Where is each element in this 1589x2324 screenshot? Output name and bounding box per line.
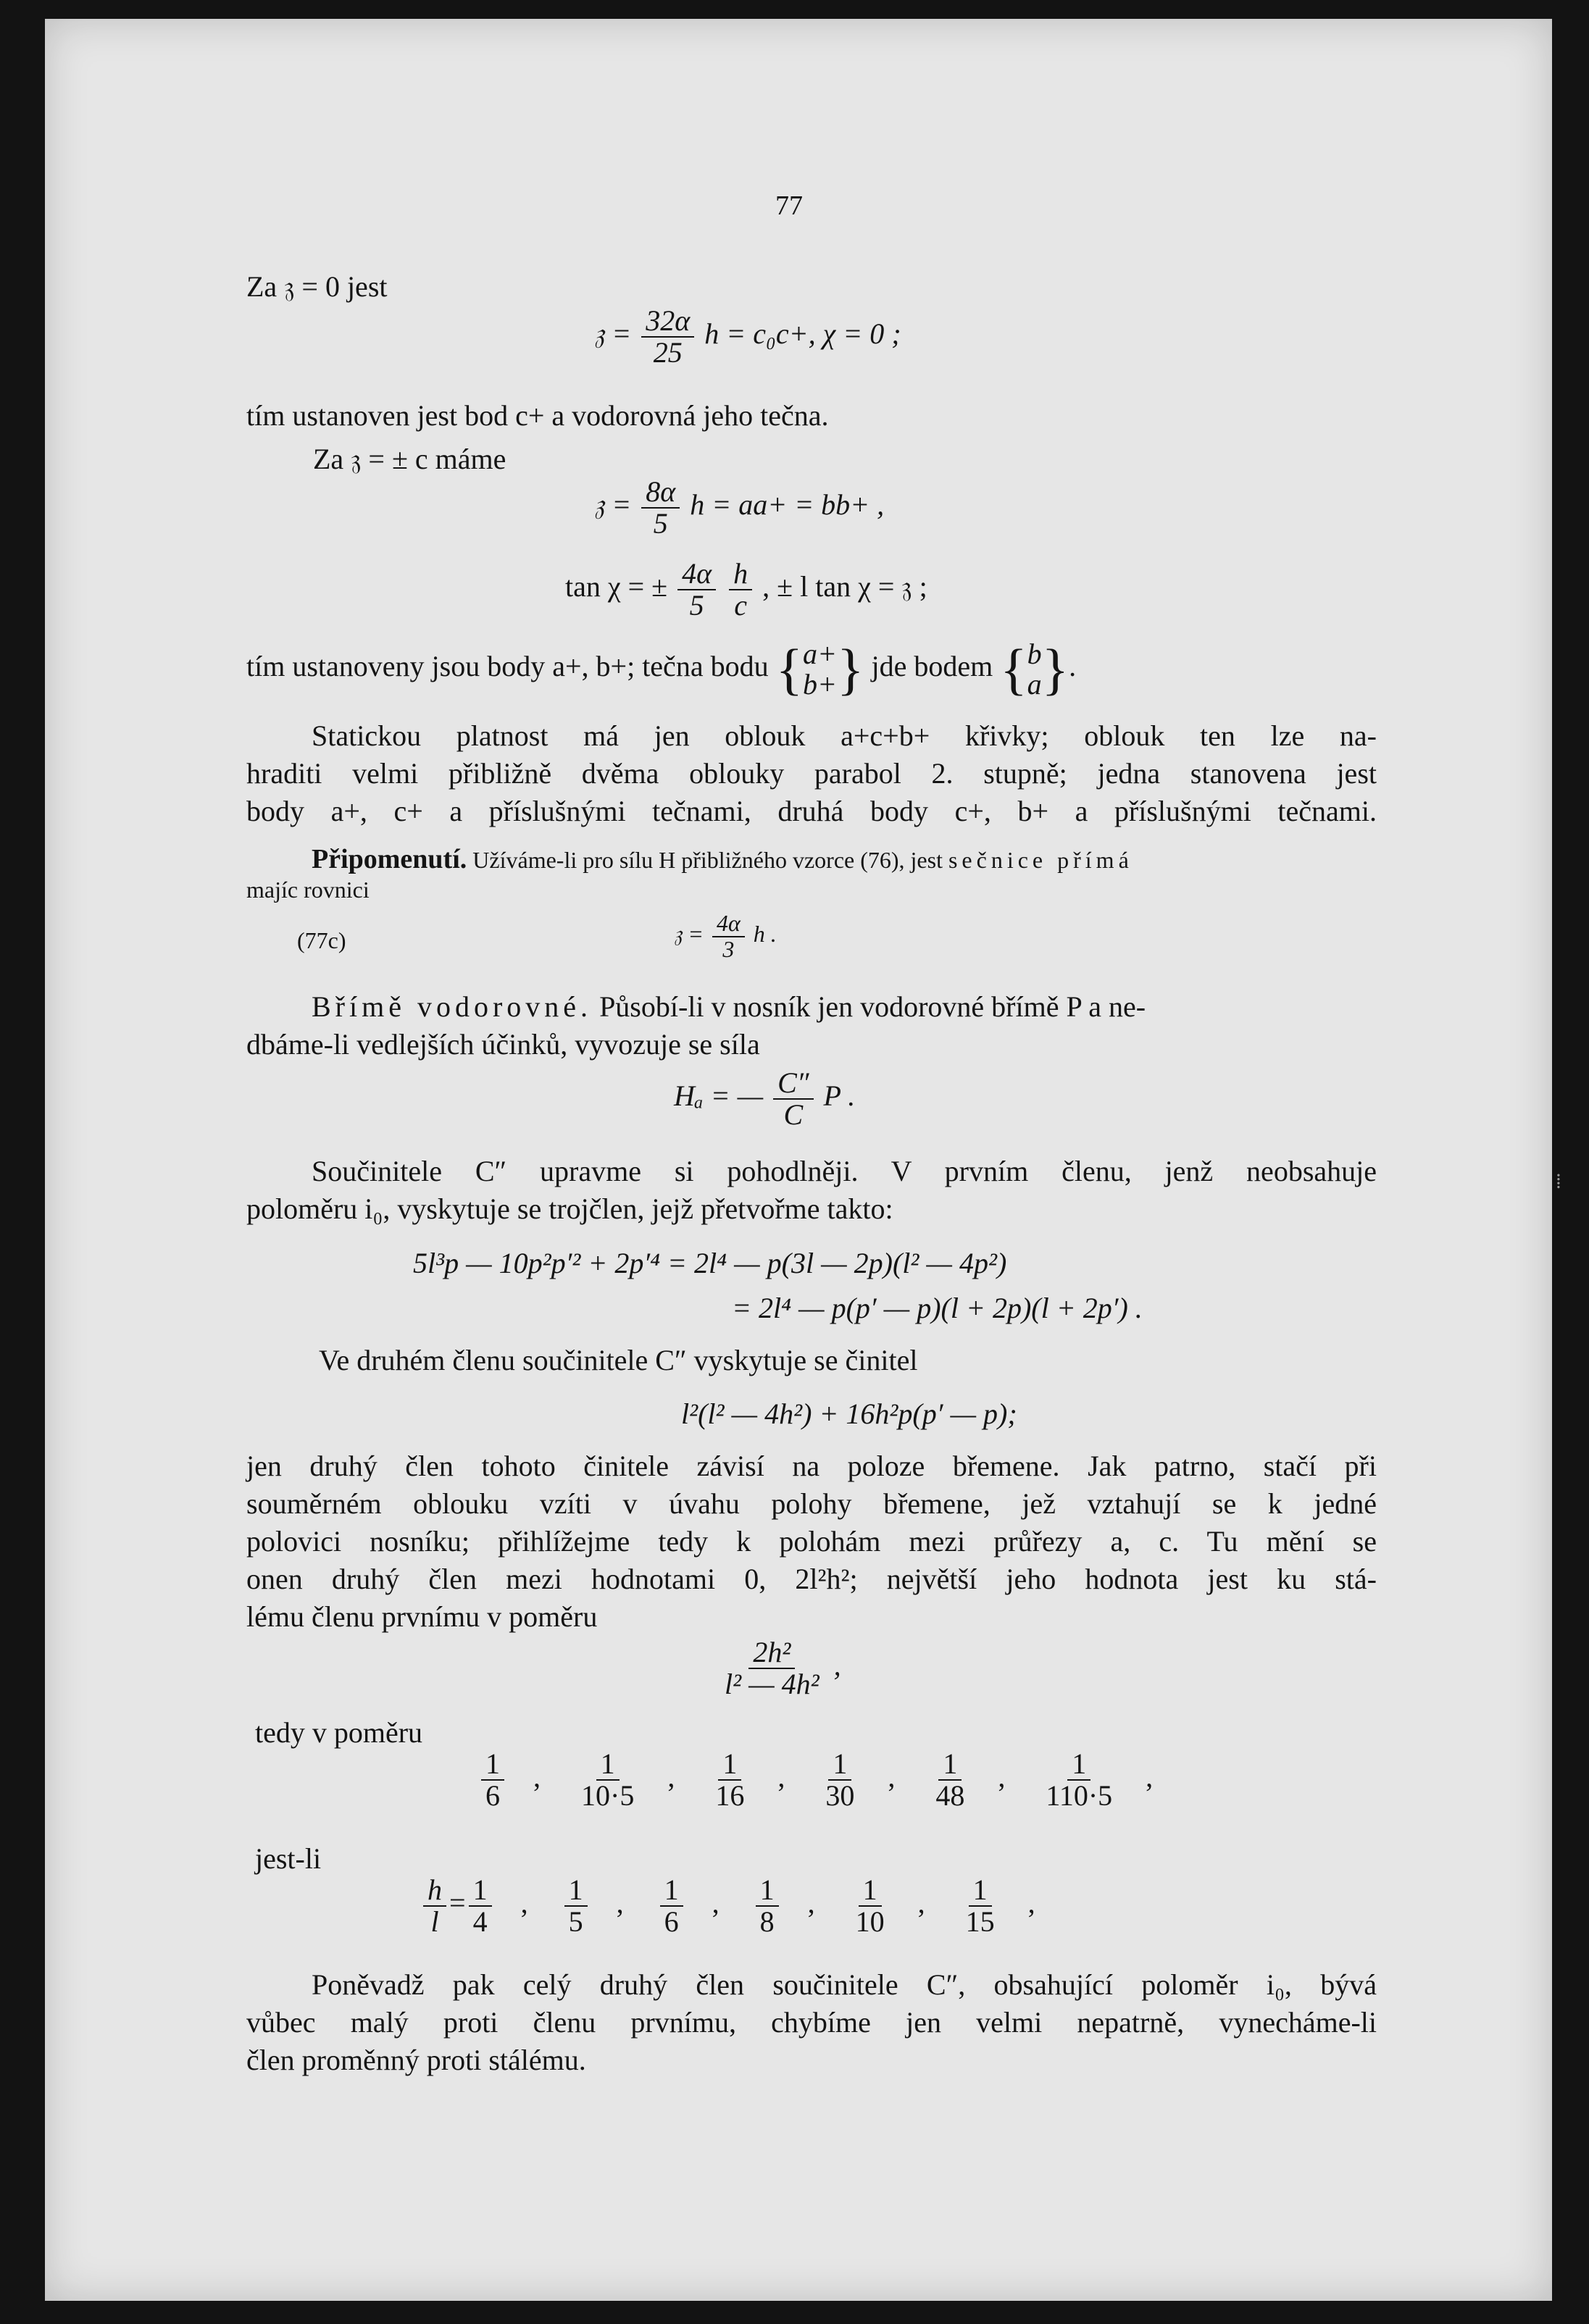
paragraph-line: souměrném oblouku vzíti v úvahu polohy břemene, jež vztahují se k jedné <box>246 1487 1377 1520</box>
numerator: h <box>729 559 752 590</box>
denominator: l² — 4h² <box>725 1668 819 1700</box>
ratio-fraction <box>577 1749 638 1811</box>
denominator: 25 <box>653 336 683 369</box>
note-spaced: sečnice přímá <box>948 847 1133 873</box>
text: tím ustanoveny jsou body a+, b+; tečna bodu <box>246 650 769 683</box>
fraction <box>641 306 694 368</box>
equation-1 <box>594 306 901 368</box>
eq-rest: P . <box>823 1079 856 1113</box>
paragraph-line: tedy v poměru <box>255 1716 423 1749</box>
denominator: 48 <box>935 1779 965 1812</box>
numerator: 32α <box>641 306 694 338</box>
brace-right: } <box>1041 638 1069 701</box>
eq-rest: , <box>833 1649 841 1682</box>
value-fraction <box>756 1875 779 1937</box>
numerator: 1 <box>938 1749 962 1781</box>
paragraph-line: vůbec malý proti členu prvnímu, chybíme jen velmi nepatrně, vynecháme-li <box>246 2006 1377 2039</box>
ratio-fraction <box>711 1749 748 1811</box>
eq-lhs: Hₐ = — <box>674 1079 764 1113</box>
hl-row: $\frac{h}{l}$ = $\frac{1}{4}$ , $\frac{1}{5}$ , $\frac{1}{6}$ , $\frac{1}{8}$ , $\frac{1}{10}$ , $\frac{1}{15}$ , <box>420 1875 1035 1937</box>
denominator: 30 <box>825 1779 855 1812</box>
numerator: 1 <box>481 1749 504 1781</box>
section-title: Břímě vodorovné. <box>312 990 593 1023</box>
text: Působí-li v nosník jen vodorovné břímě P a ne- <box>599 990 1146 1023</box>
note-line <box>312 843 1133 876</box>
numerator: 1 <box>1067 1749 1090 1781</box>
denominator: 10·5 <box>581 1779 635 1812</box>
equation-2 <box>594 477 884 539</box>
denominator: 3 <box>722 935 735 962</box>
eq-lhs: 𝔷 = <box>594 488 632 522</box>
paragraph-line: Ve druhém členu součinitele C″ vyskytuje se činitel <box>319 1344 918 1376</box>
paragraph-line: Statickou platnost má jen oblouk a+c+b+ křivky; oblouk ten lze na- <box>312 719 1377 752</box>
brace-left: { <box>775 638 804 701</box>
denominator: 5 <box>689 589 704 622</box>
brace-left: { <box>1000 638 1027 701</box>
ratio-fraction <box>481 1749 504 1811</box>
value-fraction <box>660 1875 683 1937</box>
denominator: 8 <box>759 1905 775 1938</box>
denominator: 6 <box>485 1779 500 1812</box>
brace-right: } <box>837 638 864 701</box>
note-text: Užíváme-li pro sílu H přibližného vzorce (76), jest <box>472 847 943 873</box>
denominator: 5 <box>568 1905 583 1938</box>
denominator: l <box>430 1905 439 1938</box>
ratio-fraction <box>821 1749 859 1811</box>
equation-5a: 5l³p — 10p²p′² + 2p′⁴ = 2l⁴ — p(3l — 2p)(l² — 4p²) <box>413 1247 1007 1279</box>
page-number: 77 <box>775 191 803 221</box>
equation-77c <box>674 911 777 961</box>
value-fraction <box>851 1875 889 1937</box>
stack-bottom: b+ <box>803 668 838 701</box>
numerator: 4α <box>712 911 745 937</box>
numerator: C″ <box>773 1068 813 1100</box>
text: jde bodem <box>871 650 993 683</box>
eq-rest: h = aa+ = bb+ , <box>690 488 885 522</box>
paragraph-line <box>312 988 1146 1026</box>
paragraph-line: lému členu prvnímu v poměru <box>246 1600 598 1633</box>
denominator: 6 <box>664 1905 679 1938</box>
numerator: 8α <box>641 477 680 509</box>
fraction <box>720 1637 824 1700</box>
numerator: 2h² <box>748 1637 795 1669</box>
value-fraction <box>962 1875 999 1937</box>
equation-5b: = 2l⁴ — p(p′ — p)(l + 2p)(l + 2p′) . <box>732 1292 1143 1324</box>
paragraph-line: Poněvadž pak celý druhý člen součinitele C″, obsahující poloměr i₀, bývá <box>312 1968 1377 2001</box>
denominator: 15 <box>965 1905 995 1938</box>
paragraph-line: dbáme-li vedlejších účinků, vyvozuje se síla <box>246 1028 760 1061</box>
paragraph-line: jest-li <box>255 1842 322 1875</box>
equation-label: (77c) <box>297 927 346 953</box>
stack-bottom: a <box>1027 668 1042 701</box>
numerator: 1 <box>469 1875 492 1907</box>
denominator: 4 <box>472 1905 488 1938</box>
eq-lhs: 𝔷 = <box>594 317 632 351</box>
paragraph-line: hraditi velmi přibližně dvěma oblouky parabol 2. stupně; jedna stanovena jest <box>246 757 1377 790</box>
eq-lhs: 𝔷 = <box>674 920 704 947</box>
fraction <box>773 1068 813 1130</box>
eq-rest: h . <box>753 920 777 947</box>
note-line: majíc rovnici <box>246 877 370 903</box>
paragraph-line: jen druhý člen tohoto činitele závisí na poloze břemene. Jak patrno, stačí při <box>246 1450 1377 1482</box>
stack-top: b <box>1027 638 1042 670</box>
numerator: 1 <box>660 1875 683 1907</box>
note-title: Připomenutí. <box>312 844 467 874</box>
hl-fraction <box>423 1875 446 1937</box>
value-fraction <box>469 1875 492 1937</box>
paragraph-line: poloměru i₀, vyskytuje se trojčlen, jejž přetvořme takto: <box>246 1192 893 1225</box>
text-line-with-brackets <box>246 639 1076 700</box>
denominator: c <box>734 589 748 622</box>
fraction <box>641 477 680 539</box>
numerator: 4α <box>677 559 716 590</box>
point-stack <box>803 639 837 700</box>
text: . <box>1069 650 1077 683</box>
paragraph-line: polovici nosníku; přihlížejme tedy k polohám mezi průřezy a, c. Tu mění se <box>246 1525 1377 1558</box>
eq-rest: h = c₀c+, χ = 0 ; <box>704 317 901 351</box>
ratio-fraction <box>1041 1749 1117 1811</box>
paragraph-line: člen proměnný proti stálému. <box>246 2044 586 2076</box>
numerator: 1 <box>969 1875 992 1907</box>
numerator: 1 <box>564 1875 588 1907</box>
denominator: 16 <box>715 1779 745 1812</box>
equals: = <box>449 1886 466 1920</box>
eq-lhs: tan χ = ± <box>565 570 668 603</box>
stack-top: a+ <box>803 638 838 670</box>
numerator: 1 <box>718 1749 741 1781</box>
equation-3 <box>565 559 927 621</box>
numerator: 1 <box>828 1749 851 1781</box>
text-line: tím ustanoven jest bod c+ a vodorovná jeho tečna. <box>246 399 829 432</box>
paragraph-line: Součinitele C″ upravme si pohodlněji. V prvním členu, jenž neobsahuje <box>312 1155 1377 1187</box>
text-line: Za 𝔷 = ± c máme <box>313 443 506 475</box>
paragraph-line: onen druhý člen mezi hodnotami 0, 2l²h²; největší jeho hodnota jest ku stá- <box>246 1563 1377 1595</box>
numerator: 1 <box>859 1875 882 1907</box>
eq-rest: , ± l tan χ = 𝔷 ; <box>762 570 927 603</box>
numerator: 1 <box>756 1875 779 1907</box>
denominator: 10 <box>855 1905 885 1938</box>
point-stack <box>1027 639 1042 700</box>
equation-4 <box>674 1068 855 1130</box>
denominator: C <box>783 1098 804 1131</box>
value-fraction <box>564 1875 588 1937</box>
equation-6: l²(l² — 4h²) + 16h²p(p′ — p); <box>681 1397 1017 1430</box>
text-line: Za 𝔷 = 0 jest <box>246 270 388 303</box>
ratio-fraction <box>931 1749 969 1811</box>
scan-artifact: ⁞ <box>1556 1171 1561 1193</box>
ratio-row: $\frac{1}{6}$ , $\frac{1}{10\cdot 5}$ , $\frac{1}{16}$ , $\frac{1}{30}$ , $\frac{1}{48}$ , $\frac{1}{110\cdot 5}$ , <box>478 1749 1153 1811</box>
denominator: 110·5 <box>1046 1779 1113 1812</box>
denominator: 5 <box>653 507 668 540</box>
paragraph-line: body a+, c+ a příslušnými tečnami, druhá body c+, b+ a příslušnými tečnami. <box>246 795 1377 827</box>
fraction <box>677 559 716 621</box>
fraction <box>712 911 745 961</box>
numerator: h <box>423 1875 446 1907</box>
page <box>45 19 1561 2301</box>
fraction <box>729 559 752 621</box>
numerator: 1 <box>596 1749 620 1781</box>
equation-7 <box>717 1637 841 1700</box>
